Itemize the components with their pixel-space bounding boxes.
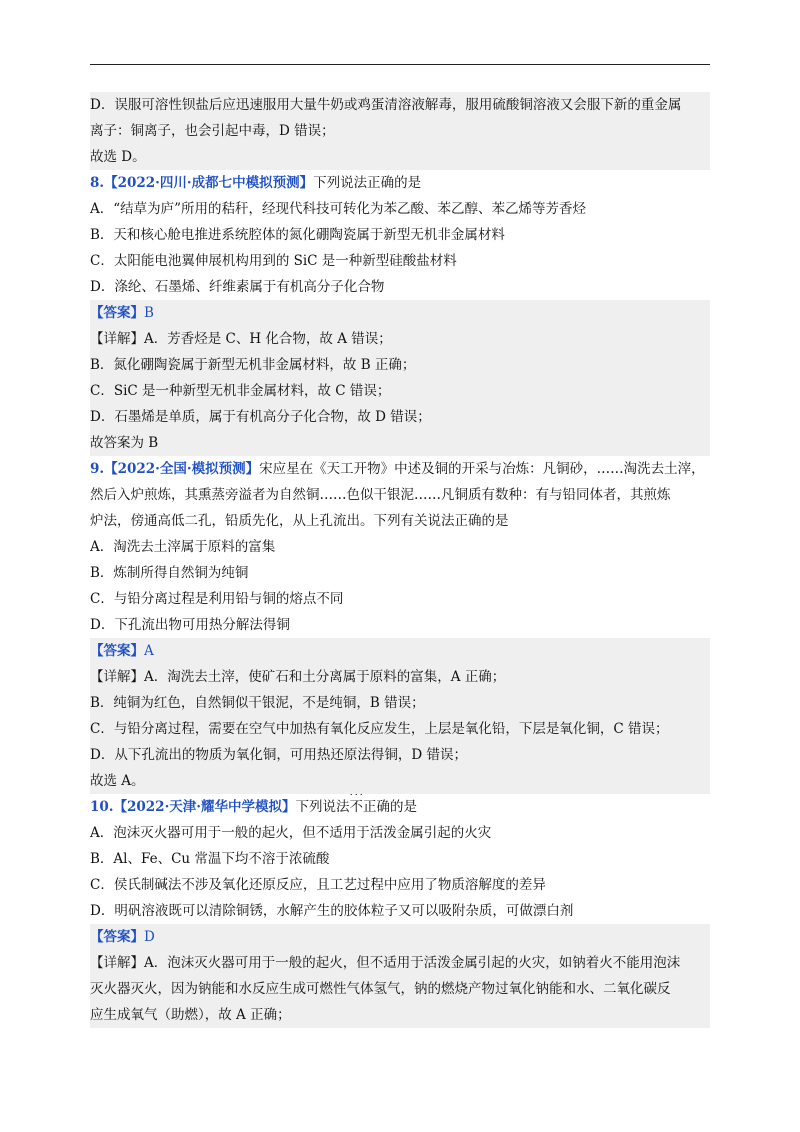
answer-value: A: [144, 643, 154, 659]
option-d: D．明矾溶液既可以清除铜锈，水解产生的胶体粒子又可以吸附杂质，可做漂白剂: [90, 903, 574, 919]
answer-block: [90, 300, 710, 456]
prev-explanation-line: 故选 D。: [90, 149, 146, 165]
prev-explanation-line: D．误服可溶性钡盐后应迅速服用大量牛奶或鸡蛋清溶液解毒，服用硫酸铜溶液又会服下新的重金属: [90, 97, 682, 113]
option-d: D．涤纶、石墨烯、纤维素属于有机高分子化合物: [90, 279, 385, 295]
detail-line: B．氮化硼陶瓷属于新型无机非金属材料，故 B 正确；: [90, 357, 416, 373]
question-source: 【2022·天津·耀华中学模拟】: [113, 799, 296, 815]
option-b: B．天和核心舱电推进系统腔体的氮化硼陶瓷属于新型无机非金属材料: [90, 227, 505, 243]
header-rule: [90, 64, 710, 65]
answer-line: [90, 638, 710, 664]
answer-line: [90, 924, 710, 950]
detail-line: 故答案为 B: [90, 435, 159, 451]
detail-text: A．淘洗去土滓，使矿石和土分离属于原料的富集，A 正确；: [144, 669, 506, 685]
prev-explanation-block: [90, 92, 710, 170]
option-c: C．太阳能电池翼伸展机构用到的 SiC 是一种新型硅酸盐材料: [90, 253, 457, 269]
detail-line: 故选 A。: [90, 773, 145, 789]
detail-line: [90, 326, 710, 352]
detail-line: C．SiC 是一种新型无机非金属材料，故 C 错误；: [90, 383, 391, 399]
answer-line: [90, 300, 710, 326]
detail-line: D．石墨烯是单质，属于有机高分子化合物，故 D 错误；: [90, 409, 431, 425]
answer-label: 【答案】: [90, 305, 144, 321]
question-source: 【2022·四川·成都七中模拟预测】: [104, 175, 314, 191]
question-text-line: 然后入炉煎炼，其熏蒸旁溢者为自然铜……色似干银泥……凡铜质有数种：有与铅同体者，其煎炼: [90, 487, 671, 503]
option-a: A．泡沫灭火器可用于一般的起火，但不适用于活泼金属引起的火灾: [90, 825, 492, 841]
detail-line: D．从下孔流出的物质为氧化铜，可用热还原法得铜，D 错误；: [90, 747, 467, 763]
detail-text: A．泡沫灭火器可用于一般的起火，但不适用于活泼金属引起的火灾，如钠着火不能用泡沫: [144, 955, 681, 971]
option-c: C．侯氏制碱法不涉及氧化还原反应，且工艺过程中应用了物质溶解度的差异: [90, 877, 546, 893]
question-text: 下列说法: [295, 799, 350, 815]
detail-line: [90, 664, 710, 690]
question-number: 9.: [90, 461, 105, 477]
detail-line: C．与铅分离过程，需要在空气中加热有氧化反应发生，上层是氧化铅，下层是氧化铜，C 错误；: [90, 721, 669, 737]
detail-label: 【详解】: [90, 955, 144, 971]
answer-value: B: [144, 305, 154, 321]
option-b: B．Al、Fe、Cu 常温下均不溶于浓硫酸: [90, 851, 330, 867]
detail-line: [90, 950, 710, 976]
content: [90, 92, 710, 1028]
answer-block: [90, 924, 710, 1028]
answer-label: 【答案】: [90, 929, 144, 945]
detail-line: 应生成氧气（助燃），故 A 正确；: [90, 1007, 291, 1023]
prev-explanation-line: 离子：铜离子，也会引起中毒，D 错误；: [90, 123, 335, 139]
detail-line: B．纯铜为红色，自然铜似干银泥，不是纯铜，B 错误；: [90, 695, 425, 711]
answer-label: 【答案】: [90, 643, 144, 659]
option-a: A．淘洗去土滓属于原料的富集: [90, 539, 276, 555]
question-source: 【2022·全国·模拟预测】: [104, 461, 260, 477]
question-text: 下列说法正确的是: [313, 175, 422, 191]
detail-label: 【详解】: [90, 669, 144, 685]
emphasis-text: · · · 不正确: [349, 794, 390, 820]
question-text: 宋应星在《天工开物》中述及铜的开采与冶炼：凡铜砂，……淘洗去土滓，: [259, 461, 705, 477]
option-a: A．“结草为庐”所用的秸秆，经现代科技可转化为苯乙酸、苯乙醇、苯乙烯等芳香烃: [90, 201, 587, 217]
question-text-line: 炉法，傍通高低二孔，铅质先化，从上孔流出。下列有关说法正确的是: [90, 513, 509, 529]
question-8-stem: [90, 170, 710, 196]
answer-block: [90, 638, 710, 794]
question-number: 10.: [90, 799, 114, 815]
question-9-stem: [90, 456, 710, 482]
question-text: 的是: [389, 799, 417, 815]
option-c: C．与铅分离过程是利用铅与铜的熔点不同: [90, 591, 344, 607]
question-10-stem: [90, 794, 710, 820]
option-b: B．炼制所得自然铜为纯铜: [90, 565, 249, 581]
detail-line: 灭火器灭火，因为钠能和水反应生成可燃性气体氢气，钠的燃烧产物过氧化钠能和水、二氧化碳反: [90, 981, 671, 997]
detail-text: A．芳香烃是 C、H 化合物，故 A 错误；: [144, 331, 392, 347]
detail-label: 【详解】: [90, 331, 144, 347]
answer-value: D: [144, 929, 155, 945]
question-number: 8.: [90, 175, 105, 191]
option-d: D．下孔流出物可用热分解法得铜: [90, 617, 290, 633]
